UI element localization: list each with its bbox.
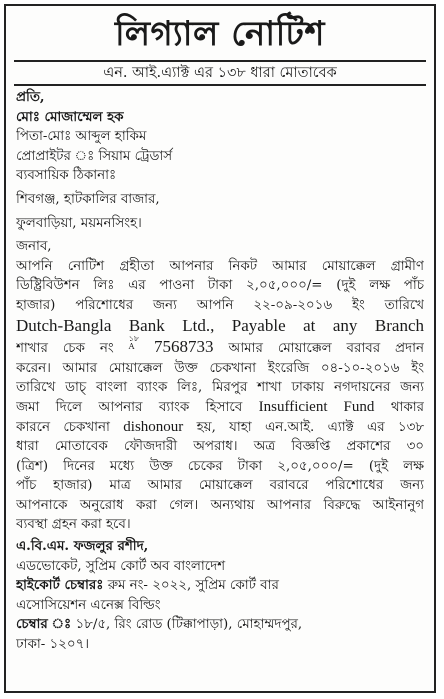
chamber-text: ১৮/৫, রিং রোড (টিক্কাপাড়া), মোহাম্মদপুর, (75, 617, 303, 633)
address-line-1: শিবগঞ্জ, হাটকালির বাজার, (16, 191, 160, 207)
sender-title: এডভোকেট, সুপ্রিম কোর্ট অব বাংলাদেশ (16, 558, 226, 574)
body-line: করেন। আমার মোয়াক্কেল উক্ত চেকখানা ইংরেজি ০৪-১০-২০১৬ ইং (16, 360, 424, 376)
dishonour-pre: কারনে চেকখানা (16, 419, 110, 435)
recipient-father: পিতা-মোঃ আব্দুল হাকিম (16, 129, 147, 145)
cheque-line-post: আমার মোয়াক্কেল বরাবর প্রদান (228, 341, 424, 357)
body-line: ধারা মোতাবেক ফৌজদারী অপরাধ। অত্র বিজ্ঞপ্তি প্রকাশের ৩০ (16, 439, 424, 455)
highcourt-chamber (16, 576, 424, 596)
cheque-prefix (129, 335, 139, 351)
cheque-number: 7568733 (154, 337, 214, 357)
body-line: হাজার) পরিশোধের জন্য আপনি ২২-০৯-২০১৬ ইং তারিখে (16, 297, 424, 313)
body-line: ব্যবস্থা গ্রহন করা হবে। (16, 517, 131, 533)
dishonour-line (16, 418, 424, 438)
cheque-line (16, 335, 424, 359)
insufficient-line (16, 398, 424, 418)
address-line-2: ফুলবাড়িয়া, ময়মনসিংহ। (16, 215, 142, 231)
cheque-prefix-top: ১৮ (128, 335, 140, 344)
recipient-name: মোঃ মোজাম্মেল হক (16, 108, 124, 125)
body-line: ডিষ্ট্রিবিউশন লিঃ এর পাওনা টাকা ২,০৫,০০০/= (দুই লক্ষ পাঁচ (16, 278, 424, 294)
dishonour-text: dishonour (123, 418, 184, 435)
legal-notice (4, 4, 436, 693)
chamber-label: চেম্বার ঃ (16, 616, 72, 633)
notice-subtitle-box (14, 60, 426, 86)
chamber (16, 615, 424, 635)
body-line: পাঁচ হাজার) মাত্র আমার মোয়াক্কেল বরাবরে পরিশোধের জন্য (16, 478, 424, 494)
insufficient-pre: জমা দিলে আপনার ব্যাংক হিসাবে (16, 399, 243, 415)
cheque-prefix-bottom: A (128, 342, 135, 352)
insufficient-post: থাকার (390, 399, 424, 415)
notice-title: লিগ্যাল নোটিশ (114, 14, 326, 54)
cheque-line-pre: শাখার চেক নং (16, 341, 114, 357)
business-address-label: ব্যবসায়িক ঠিকানাঃ (16, 168, 117, 184)
notice-subtitle: এন. আই.এ্যাক্ট এর ১৩৮ ধারা মোতাবেক (103, 65, 337, 81)
chamber-text-2: ঢাকা- ১২০৭। (16, 637, 90, 653)
body-line: আপনি নোটিশ গ্রহীতা আপনার নিকট আমার মোয়াক্কেল গ্রামীণ (16, 258, 424, 274)
highcourt-chamber-label: হাইকোর্ট চেম্বারঃ (16, 577, 104, 594)
insufficient-fund-text: Insufficient Fund (258, 398, 375, 415)
highcourt-chamber-text-2: এসোসিয়েশন এনেক্স বিল্ডিং (16, 597, 161, 613)
sender-name: এ.বি.এম. ফজলুর রশীদ, (16, 538, 149, 555)
to-label: প্রতি, (16, 89, 45, 105)
dishonour-post: হয়, যাহা এন.আই. এ্যাক্ট এর ১৩৮ (196, 419, 424, 435)
body-line: (ত্রিশ) দিনের মধ্যে উক্ত চেকের টাকা ২,০৫,০০০/= (দুই লক্ষ (16, 458, 424, 474)
salutation: জনাব, (16, 239, 52, 255)
bank-name-line: Dutch-Bangla Bank Ltd., Payable at any Branch (16, 315, 424, 335)
body-line: আপনাকে অনুরোধ করা গেল। অন্যথায় আপনার বিরুদ্ধে আইনানুগ (16, 497, 424, 513)
notice-body (6, 86, 434, 655)
highcourt-chamber-text: রুম নং- ২০২২, সুপ্রিম কোর্ট বার (107, 578, 279, 594)
recipient-proprietor: প্রোপ্রাইটর ঃ সিয়াম ট্রেডার্স (16, 148, 173, 164)
body-line: তারিখে ডাচ্ বাংলা ব্যাংক লিঃ, মিরপুর শাখা ঢাকায় নগদায়নের জন্য (16, 380, 424, 396)
